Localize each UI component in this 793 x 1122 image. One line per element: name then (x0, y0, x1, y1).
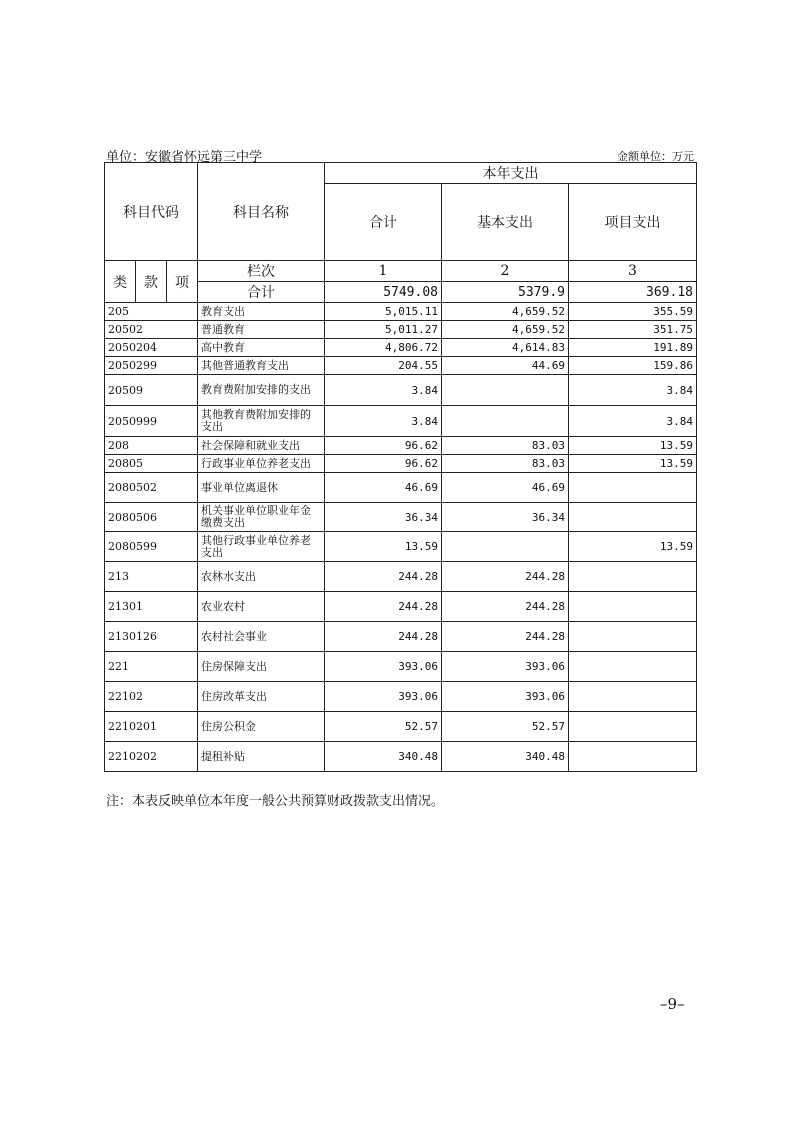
row-total: 204.55 (325, 357, 442, 375)
row-name: 住房改革支出 (198, 682, 325, 712)
row-code: 2050999 (105, 406, 198, 437)
row-name: 教育费附加安排的支出 (198, 375, 325, 406)
table-row (105, 592, 697, 622)
row-project (569, 473, 697, 503)
row-name: 其他教育费附加安排的支出 (198, 406, 325, 437)
row-basic (442, 375, 569, 406)
table-row (105, 437, 697, 455)
row-code: 20805 (105, 455, 198, 473)
table-row (105, 652, 697, 682)
row-total: 46.69 (325, 473, 442, 503)
row-total: 244.28 (325, 622, 442, 652)
row-basic: 244.28 (442, 592, 569, 622)
row-basic: 244.28 (442, 562, 569, 592)
header-lanci: 栏次 (198, 261, 325, 282)
row-project (569, 742, 697, 772)
row-total: 52.57 (325, 712, 442, 742)
row-basic: 340.48 (442, 742, 569, 772)
row-name: 农业农村 (198, 592, 325, 622)
row-project (569, 652, 697, 682)
row-code: 213 (105, 562, 198, 592)
row-code: 2050204 (105, 339, 198, 357)
header-project: 项目支出 (569, 184, 697, 261)
row-name: 住房公积金 (198, 712, 325, 742)
sum-project: 369.18 (569, 282, 697, 303)
row-code: 2080506 (105, 503, 198, 532)
row-name: 其他普通教育支出 (198, 357, 325, 375)
footnote: 注：本表反映单位本年度一般公共预算财政拨款支出情况。 (106, 794, 445, 809)
row-basic: 36.34 (442, 503, 569, 532)
row-code: 2130126 (105, 622, 198, 652)
row-project: 355.59 (569, 303, 697, 321)
header-col1: 1 (325, 261, 442, 282)
row-name: 提租补贴 (198, 742, 325, 772)
sum-total: 5749.08 (325, 282, 442, 303)
table-row (105, 357, 697, 375)
header-xiang: 项 (167, 261, 198, 303)
header-name: 科目名称 (198, 163, 325, 261)
row-total: 96.62 (325, 455, 442, 473)
row-name: 行政事业单位养老支出 (198, 455, 325, 473)
row-basic: 83.03 (442, 437, 569, 455)
row-name: 机关事业单位职业年金缴费支出 (198, 503, 325, 532)
row-basic: 52.57 (442, 712, 569, 742)
table-row (105, 712, 697, 742)
row-project: 159.86 (569, 357, 697, 375)
row-code: 2080502 (105, 473, 198, 503)
expense-table (104, 162, 697, 772)
row-project: 13.59 (569, 532, 697, 562)
row-basic: 393.06 (442, 682, 569, 712)
table-row (105, 321, 697, 339)
money-unit-label: 金额单位：万元 (617, 150, 694, 163)
header-lei: 类 (105, 261, 136, 303)
row-total: 393.06 (325, 682, 442, 712)
row-name: 住房保障支出 (198, 652, 325, 682)
row-project (569, 562, 697, 592)
table-row (105, 532, 697, 562)
row-total: 393.06 (325, 652, 442, 682)
row-name: 教育支出 (198, 303, 325, 321)
header-kuan: 款 (136, 261, 167, 303)
table-row (105, 562, 697, 592)
header-total: 合计 (325, 184, 442, 261)
sum-label: 合计 (198, 282, 325, 303)
table-row (105, 622, 697, 652)
row-code: 21301 (105, 592, 198, 622)
table-row (105, 473, 697, 503)
row-basic: 4,659.52 (442, 303, 569, 321)
row-code: 20509 (105, 375, 198, 406)
row-basic: 46.69 (442, 473, 569, 503)
row-name: 高中教育 (198, 339, 325, 357)
header-col2: 2 (442, 261, 569, 282)
row-total: 4,806.72 (325, 339, 442, 357)
header-basic: 基本支出 (442, 184, 569, 261)
row-name: 农林水支出 (198, 562, 325, 592)
row-project: 13.59 (569, 455, 697, 473)
table-row (105, 375, 697, 406)
row-code: 20502 (105, 321, 198, 339)
row-project (569, 503, 697, 532)
row-code: 2210201 (105, 712, 198, 742)
row-project: 191.89 (569, 339, 697, 357)
row-project (569, 622, 697, 652)
row-project: 351.75 (569, 321, 697, 339)
header-code: 科目代码 (105, 163, 198, 261)
table-row (105, 339, 697, 357)
row-name: 社会保障和就业支出 (198, 437, 325, 455)
row-code: 221 (105, 652, 198, 682)
row-code: 22102 (105, 682, 198, 712)
row-name: 其他行政事业单位养老支出 (198, 532, 325, 562)
header-year-expense: 本年支出 (325, 163, 697, 184)
unit-label: 单位：安徽省怀远第三中学 (106, 150, 263, 165)
row-basic: 44.69 (442, 357, 569, 375)
row-total: 5,011.27 (325, 321, 442, 339)
row-project (569, 712, 697, 742)
row-project: 13.59 (569, 437, 697, 455)
row-code: 2080599 (105, 532, 198, 562)
row-name: 农村社会事业 (198, 622, 325, 652)
header-col3: 3 (569, 261, 697, 282)
row-total: 3.84 (325, 375, 442, 406)
row-project (569, 682, 697, 712)
page-number: –9– (660, 995, 685, 1013)
row-code: 2050299 (105, 357, 198, 375)
row-total: 96.62 (325, 437, 442, 455)
table-row (105, 455, 697, 473)
row-project: 3.84 (569, 375, 697, 406)
table-row (105, 682, 697, 712)
row-basic: 83.03 (442, 455, 569, 473)
row-project: 3.84 (569, 406, 697, 437)
row-code: 205 (105, 303, 198, 321)
table-row (105, 742, 697, 772)
row-total: 340.48 (325, 742, 442, 772)
row-basic (442, 532, 569, 562)
row-total: 3.84 (325, 406, 442, 437)
row-basic (442, 406, 569, 437)
row-name: 普通教育 (198, 321, 325, 339)
row-code: 208 (105, 437, 198, 455)
row-name: 事业单位离退休 (198, 473, 325, 503)
row-total: 244.28 (325, 562, 442, 592)
table-row (105, 503, 697, 532)
sum-basic: 5379.9 (442, 282, 569, 303)
row-basic: 4,659.52 (442, 321, 569, 339)
row-total: 5,015.11 (325, 303, 442, 321)
row-project (569, 592, 697, 622)
row-basic: 244.28 (442, 622, 569, 652)
row-basic: 393.06 (442, 652, 569, 682)
row-basic: 4,614.83 (442, 339, 569, 357)
table-row (105, 303, 697, 321)
table-row (105, 406, 697, 437)
row-code: 2210202 (105, 742, 198, 772)
row-total: 13.59 (325, 532, 442, 562)
row-total: 244.28 (325, 592, 442, 622)
row-total: 36.34 (325, 503, 442, 532)
